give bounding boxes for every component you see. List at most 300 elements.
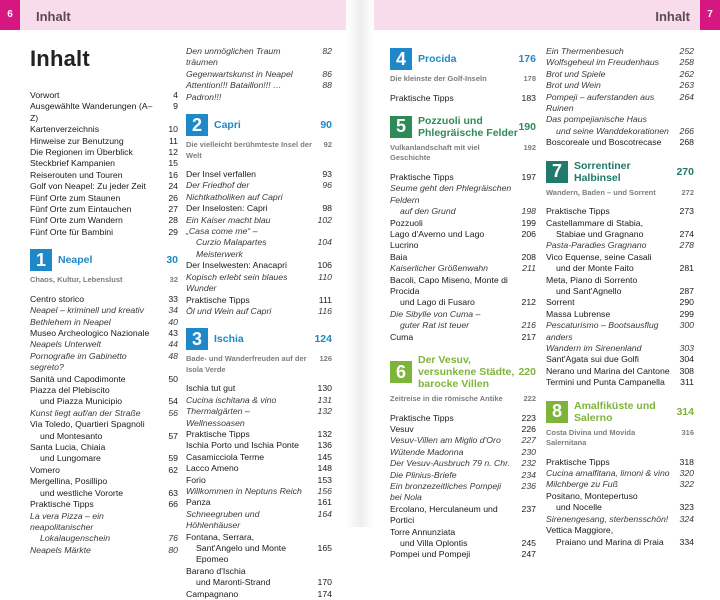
- toc-entry[interactable]: [546, 92, 694, 115]
- chapter-2: [186, 114, 332, 317]
- toc-entry[interactable]: [30, 431, 178, 442]
- toc-entry[interactable]: [186, 475, 332, 486]
- chapter-subtitle-text: Vulkanlandschaft mit viel Geschichte: [390, 142, 480, 163]
- toc-entry[interactable]: [30, 476, 178, 487]
- chapter-title: Sorrentiner Halbinsel: [574, 159, 631, 184]
- toc-entry[interactable]: [30, 351, 178, 374]
- toc-entry-title: Fünf Orte zum Wandern: [30, 215, 123, 226]
- toc-entry-page: 216: [521, 320, 536, 331]
- toc-entry-title: Barano d'Ischia: [186, 565, 246, 576]
- toc-entry[interactable]: [30, 442, 178, 453]
- toc-entry[interactable]: [186, 215, 332, 226]
- toc-entry[interactable]: [30, 317, 178, 328]
- toc-entry[interactable]: [186, 532, 332, 543]
- toc-entry-title: Fünf Orte für Bambini: [30, 226, 114, 237]
- toc-entry-page: 311: [680, 377, 694, 388]
- toc-entry-title: Mergellina, Posillipo: [30, 476, 108, 487]
- toc-entry-title: Curzio Malapartes Meisterwerk: [196, 237, 267, 259]
- toc-entry[interactable]: [30, 545, 178, 556]
- toc-entry[interactable]: [546, 377, 694, 388]
- toc-entry[interactable]: [186, 203, 332, 214]
- toc-entry-title: und Villa Oplontis: [400, 537, 468, 548]
- toc-entry-page: 308: [679, 365, 694, 376]
- toc-column-2: [186, 46, 332, 600]
- toc-entry[interactable]: [30, 101, 178, 124]
- toc-entry[interactable]: [546, 252, 694, 263]
- chapter-heading[interactable]: [186, 328, 332, 350]
- chapter-page: 190: [518, 120, 536, 133]
- toc-entry-title: Bethlehem in Neapel: [30, 316, 111, 327]
- chapter-page: 124: [314, 333, 332, 346]
- toc-entry-title: Termini und Punta Campanella: [546, 377, 665, 388]
- toc-entry-page: 62: [168, 464, 178, 475]
- toc-entry-title: Praktische Tipps: [546, 456, 610, 467]
- toc-entry[interactable]: [186, 589, 332, 600]
- toc-entry[interactable]: [30, 136, 178, 147]
- toc-entry-title: Sorrent: [546, 297, 575, 308]
- toc-entry[interactable]: [390, 549, 536, 560]
- toc-entry[interactable]: [186, 440, 332, 451]
- chapter-title: Amalfiküste und Salerno: [574, 399, 656, 424]
- toc-entry[interactable]: [546, 514, 694, 525]
- toc-entry[interactable]: [186, 543, 332, 566]
- toc-entry[interactable]: [30, 90, 178, 101]
- toc-entry[interactable]: [546, 137, 694, 148]
- toc-entry-title: Lago d'Averno und Lago Lucrino: [390, 228, 485, 251]
- toc-entry-page: 111: [318, 294, 332, 305]
- toc-entry-page: 15: [168, 158, 178, 169]
- chapter-heading[interactable]: [30, 249, 178, 271]
- chapter-heading[interactable]: [390, 115, 536, 139]
- toc-entry-title: Via Toledo, Quartieri Spagnoli: [30, 419, 145, 430]
- toc-entry[interactable]: [30, 328, 178, 339]
- toc-entry-page: 232: [521, 458, 536, 469]
- toc-entry[interactable]: [30, 419, 178, 430]
- toc-entry-page: 63: [168, 487, 178, 498]
- chapter-subtitle-page: 222: [523, 394, 536, 403]
- toc-entry[interactable]: [30, 511, 178, 534]
- toc-entry-title: und Montesanto: [40, 430, 103, 441]
- toc-entry-title: Boscoreale und Boscotrecase: [546, 137, 662, 148]
- toc-entry-title: La vera Pizza – ein neapolitanischer: [30, 510, 104, 532]
- toc-entry[interactable]: [390, 183, 536, 206]
- toc-entry[interactable]: [546, 275, 694, 286]
- chapter-8: [546, 400, 694, 548]
- toc-entry[interactable]: [546, 343, 694, 354]
- toc-entry[interactable]: [30, 294, 178, 305]
- chapter-subtitle-text: Wandern, Baden – und Sorrent: [546, 187, 656, 197]
- toc-entry[interactable]: [186, 486, 332, 497]
- chapter-page: 176: [518, 53, 536, 65]
- toc-entry-page: 12: [168, 147, 178, 158]
- chapter-number-badge: 1: [30, 249, 52, 271]
- chapter-title: Capri: [214, 119, 241, 132]
- toc-entry[interactable]: [186, 69, 332, 80]
- toc-entry[interactable]: [186, 180, 332, 203]
- toc-entry-title: Praktische Tipps: [186, 294, 250, 305]
- chapter-heading[interactable]: [186, 114, 332, 136]
- toc-entry-page: 258: [679, 57, 694, 68]
- toc-entry-title: und Sant'Agnello: [556, 286, 622, 296]
- toc-entry-title: Seume geht den Phlegräischen Feldern: [390, 183, 512, 205]
- toc-column-3: [390, 46, 536, 561]
- toc-entry-page: 26: [168, 192, 178, 203]
- toc-entry-page: 16: [168, 169, 178, 180]
- toc-entry-title: Kunst liegt auf/an der Straße: [30, 407, 141, 418]
- chapter-5: [390, 115, 536, 343]
- toc-entry-title: Praktische Tipps: [390, 171, 454, 182]
- toc-entry[interactable]: [186, 383, 332, 394]
- toc-entry-title: Neapels Unterwelt: [30, 339, 101, 350]
- toc-entry[interactable]: [186, 260, 332, 271]
- chapter-number-badge: 3: [186, 328, 208, 350]
- toc-entry-page: 262: [679, 68, 694, 79]
- toc-entry-title: Panza: [186, 497, 211, 508]
- toc-entry-title: Der Insel verfallen: [186, 169, 257, 180]
- toc-entry-page: 88: [322, 80, 332, 91]
- toc-entry-page: 11: [168, 135, 178, 146]
- toc-entry-title: Sirenengesang, sterbensschön!: [546, 513, 669, 524]
- toc-entry[interactable]: [186, 509, 332, 532]
- toc-entry[interactable]: [186, 497, 332, 508]
- toc-entry[interactable]: [30, 374, 178, 385]
- chapter-heading[interactable]: [390, 48, 536, 70]
- toc-entry[interactable]: [546, 468, 694, 479]
- toc-entry[interactable]: [546, 491, 694, 502]
- toc-entry-title: Der Inselwesten: Anacapri: [186, 260, 287, 271]
- chapter-title: Neapel: [58, 254, 93, 267]
- toc-entry-page: 212: [521, 297, 536, 308]
- toc-entry-title: Willkommen in Neptuns Reich: [186, 485, 302, 496]
- toc-entry[interactable]: [546, 354, 694, 365]
- chapter-subtitle-page: 192: [523, 142, 536, 152]
- toc-entry-page: 76: [168, 533, 178, 544]
- toc-entry-title: und westliche Vororte: [40, 487, 124, 498]
- toc-entry-page: 24: [168, 181, 178, 192]
- toc-entry-page: 98: [322, 203, 332, 214]
- chapter-subtitle-text: Chaos, Kultur, Lebenslust: [30, 275, 123, 285]
- chapter-title: Der Vesuv, versunkene Städte, barocke Villen: [418, 354, 515, 390]
- toc-entry-page: 274: [679, 228, 694, 239]
- chapter-3: [186, 328, 332, 600]
- toc-entry[interactable]: [546, 309, 694, 320]
- toc-entry[interactable]: [186, 452, 332, 463]
- toc-entry-page: 164: [317, 508, 332, 519]
- toc-entry-page: 300: [679, 320, 694, 331]
- toc-entry[interactable]: [186, 566, 332, 577]
- toc-entry[interactable]: [30, 158, 178, 169]
- toc-entry-page: 230: [521, 446, 536, 457]
- toc-entry[interactable]: [390, 470, 536, 481]
- toc-entry[interactable]: [546, 297, 694, 308]
- toc-entry-title: Praktische Tipps: [390, 412, 454, 423]
- toc-entry-title: Thermalgärten – Wellnessoasen: [186, 406, 250, 428]
- toc-entry[interactable]: [546, 218, 694, 229]
- toc-entry[interactable]: [30, 181, 178, 192]
- toc-entry[interactable]: [30, 499, 178, 510]
- toc-entry[interactable]: [546, 229, 694, 240]
- toc-entry[interactable]: [30, 147, 178, 158]
- toc-entry[interactable]: [546, 366, 694, 377]
- toc-entry[interactable]: [390, 320, 536, 331]
- toc-entry-title: Gegenwartskunst in Neapel: [186, 68, 293, 79]
- toc-entry-title: Baia: [390, 251, 408, 262]
- toc-entry-title: Hinweise zur Benutzung: [30, 135, 124, 146]
- toc-entry-page: 290: [679, 297, 694, 308]
- toc-entry-title: Der Friedhof der Nichtkatholiken auf Capri: [186, 180, 283, 202]
- chapter-1-continued: [186, 46, 332, 103]
- toc-entry[interactable]: [186, 306, 332, 317]
- toc-entry[interactable]: [546, 263, 694, 274]
- toc-entry-page: 44: [168, 339, 178, 350]
- toc-entry-page: 50: [168, 373, 178, 384]
- toc-entry[interactable]: [390, 263, 536, 274]
- toc-column-1: [30, 46, 178, 556]
- toc-entry[interactable]: [390, 413, 536, 424]
- toc-entry[interactable]: [390, 229, 536, 252]
- toc-entry-page: 9: [173, 101, 178, 112]
- toc-entry[interactable]: [186, 226, 332, 237]
- chapter-number-badge: 5: [390, 116, 412, 138]
- toc-entry-page: 116: [318, 305, 332, 316]
- toc-entry[interactable]: [30, 385, 178, 396]
- chapter-subtitle-page: 272: [681, 187, 694, 197]
- toc-entry-title: Meta, Piano di Sorrento: [546, 274, 638, 285]
- chapter-number-badge: 6: [390, 361, 412, 383]
- chapter-subtitle: [390, 74, 536, 85]
- chapter-subtitle-page: 178: [523, 74, 536, 83]
- toc-entry[interactable]: [30, 124, 178, 135]
- toc-entry[interactable]: [186, 577, 332, 588]
- toc-entry-title: Schneegruben und Höhlenhäuser: [186, 508, 260, 531]
- toc-entry[interactable]: [30, 170, 178, 181]
- toc-entry-title: Neapels Märkte: [30, 544, 91, 555]
- toc-entry-title: Attention!!! Bataillon!!! … Padron!!!: [186, 80, 282, 102]
- toc-entry[interactable]: [186, 463, 332, 474]
- chapter-title: Ischia: [214, 333, 244, 346]
- chapter-subtitle-page: 32: [169, 275, 178, 285]
- toc-entry[interactable]: [390, 252, 536, 263]
- toc-entry-page: 324: [679, 513, 694, 524]
- toc-entry[interactable]: [390, 332, 536, 343]
- toc-entry-title: Reiserouten und Touren: [30, 169, 123, 180]
- chapter-heading[interactable]: [546, 160, 694, 184]
- toc-entry-page: 170: [317, 577, 332, 588]
- chapter-subtitle: [390, 394, 536, 405]
- toc-entry-page: 318: [679, 456, 694, 467]
- toc-entry[interactable]: [546, 286, 694, 297]
- toc-entry[interactable]: [546, 80, 694, 91]
- toc-entry-title: Die Sibylle von Cuma –: [390, 308, 481, 319]
- toc-entry[interactable]: [30, 193, 178, 204]
- chapter-subtitle-page: 316: [681, 427, 694, 437]
- toc-entry-page: 287: [679, 286, 694, 296]
- toc-entry-page: 106: [317, 260, 332, 271]
- toc-entry[interactable]: [186, 80, 332, 103]
- toc-entry[interactable]: [30, 396, 178, 407]
- chapter-subtitle-text: Die kleinste der Golf-Inseln: [390, 74, 487, 83]
- toc-entry[interactable]: [546, 57, 694, 68]
- toc-entry[interactable]: [390, 458, 536, 469]
- toc-entry[interactable]: [30, 465, 178, 476]
- toc-entry-title: und Nocelle: [556, 502, 602, 513]
- toc-entry-title: Cucina amalfitana, limoni & vino: [546, 468, 670, 479]
- chapter-page: 90: [320, 119, 332, 132]
- toc-entry[interactable]: [30, 339, 178, 350]
- toc-entry-title: und Piazza Municipio: [40, 396, 123, 407]
- toc-entry[interactable]: [546, 206, 694, 217]
- toc-entry-page: 10: [168, 124, 178, 135]
- toc-entry-page: 4: [173, 90, 178, 100]
- toc-entry-title: Pompeji – auferstanden aus Ruinen: [546, 91, 655, 114]
- toc-entry[interactable]: [546, 502, 694, 513]
- toc-entry-page: 304: [679, 354, 694, 365]
- toc-entry-title: Der Vesuv-Ausbruch 79 n. Chr.: [390, 458, 511, 469]
- toc-entry-page: 281: [679, 263, 694, 274]
- toc-entry-title: Brot und Wein: [546, 80, 601, 91]
- toc-entry-page: 278: [679, 240, 694, 251]
- page-title: Inhalt: [30, 46, 90, 71]
- chapter-heading[interactable]: [546, 400, 694, 424]
- chapter-6: [390, 354, 536, 561]
- toc-entry-title: Forio: [186, 474, 206, 485]
- toc-entry[interactable]: [186, 237, 332, 260]
- toc-entry[interactable]: [186, 46, 332, 69]
- toc-entry[interactable]: [546, 537, 694, 548]
- toc-entry-page: 183: [521, 92, 536, 103]
- toc-entry-title: Torre Annunziata: [390, 526, 456, 537]
- toc-entry-page: 136: [317, 440, 332, 451]
- toc-entry[interactable]: [30, 488, 178, 499]
- toc-entry-title: Wolfsgeheul im Freudenhaus: [546, 57, 659, 68]
- toc-entry-page: 227: [521, 435, 536, 446]
- toc-entry-title: Ischia Porto und Ischia Ponte: [186, 440, 300, 451]
- toc-entry-page: 199: [521, 217, 536, 228]
- toc-entry-page: 96: [322, 180, 332, 191]
- toc-entry[interactable]: [546, 240, 694, 251]
- toc-entry[interactable]: [390, 93, 536, 104]
- toc-entry[interactable]: [30, 408, 178, 419]
- chapter-heading[interactable]: [390, 354, 536, 390]
- toc-entry-page: 237: [521, 503, 536, 514]
- toc-entry-page: 156: [317, 485, 332, 496]
- toc-entry-title: Ein bronzezeitliches Pompeji bei Nola: [390, 480, 502, 503]
- toc-entry[interactable]: [390, 309, 536, 320]
- toc-entry-page: 226: [521, 423, 536, 434]
- toc-entry-title: guter Rat ist teuer: [400, 320, 470, 331]
- toc-entry-title: Ausgewählte Wanderungen (A–Z): [30, 101, 153, 123]
- toc-entry[interactable]: [546, 320, 694, 343]
- toc-column-4: [546, 46, 694, 548]
- toc-entry[interactable]: [390, 527, 536, 538]
- toc-entry-page: 27: [168, 204, 178, 215]
- toc-entry[interactable]: [186, 395, 332, 406]
- toc-entry[interactable]: [30, 305, 178, 316]
- toc-entry[interactable]: [546, 46, 694, 57]
- toc-entry[interactable]: [186, 169, 332, 180]
- toc-entry-page: 29: [168, 226, 178, 237]
- chapter-subtitle: [30, 275, 178, 286]
- toc-entry-page: 131: [317, 394, 332, 405]
- toc-entry-title: auf den Grund: [400, 206, 456, 217]
- toc-entry-page: 57: [168, 430, 178, 441]
- toc-entry-page: 247: [521, 549, 536, 560]
- toc-entry-page: 320: [679, 468, 694, 479]
- toc-entry-title: Fünf Orte zum Eintauchen: [30, 204, 132, 215]
- toc-entry-title: Praktische Tipps: [546, 206, 610, 217]
- toc-entry-title: Kartenverzeichnis: [30, 124, 100, 135]
- toc-entry[interactable]: [546, 69, 694, 80]
- toc-entry-title: Cuma: [390, 331, 414, 342]
- toc-entry[interactable]: [390, 504, 536, 527]
- toc-entry-page: 110: [318, 271, 332, 282]
- toc-entry-title: und Maronti-Strand: [196, 577, 271, 588]
- toc-entry-title: Praktische Tipps: [390, 92, 454, 103]
- toc-entry-page: 48: [168, 350, 178, 361]
- toc-entry[interactable]: [390, 275, 536, 298]
- toc-entry-title: Fünf Orte zum Staunen: [30, 192, 121, 203]
- toc-entry-title: Praktische Tipps: [186, 428, 250, 439]
- toc-entry-page: 273: [679, 206, 694, 217]
- toc-entry[interactable]: [30, 453, 178, 464]
- toc-entry[interactable]: [30, 227, 178, 238]
- toc-entry[interactable]: [390, 172, 536, 183]
- toc-entry-title: und Lungomare: [40, 453, 101, 464]
- toc-entry[interactable]: [30, 533, 178, 544]
- chapter-subtitle-text: Die vielleicht berühmteste Insel der Welt: [186, 140, 312, 160]
- toc-entry-page: 86: [322, 68, 332, 79]
- toc-entry-page: 132: [317, 428, 332, 439]
- toc-entry[interactable]: [186, 272, 332, 295]
- toc-entry-page: 102: [317, 214, 332, 225]
- toc-entry[interactable]: [390, 206, 536, 217]
- toc-entry-title: Castellammare di Stabia,: [546, 217, 644, 228]
- chapter-subtitle: [390, 143, 536, 164]
- toc-entry-page: 145: [317, 451, 332, 462]
- toc-entry[interactable]: [30, 204, 178, 215]
- toc-entry[interactable]: [390, 218, 536, 229]
- toc-entry-title: Wütende Madonna: [390, 446, 464, 457]
- toc-entry-title: Museo Archeologico Nazionale: [30, 328, 150, 338]
- toc-entry[interactable]: [546, 457, 694, 468]
- toc-entry[interactable]: [390, 481, 536, 504]
- toc-entry[interactable]: [546, 126, 694, 137]
- toc-entry[interactable]: [30, 215, 178, 226]
- toc-entry-title: Pornografie im Gabinetto segreto?: [30, 350, 127, 373]
- toc-entry[interactable]: [186, 406, 332, 429]
- toc-entry-title: und seine Wanddekorationen: [556, 125, 669, 136]
- toc-entry-title: Vico Equense, seine Casali: [546, 251, 652, 262]
- toc-entry-title: Pompei und Pompeji: [390, 549, 471, 560]
- toc-entry-title: Sant'Agata sui due Golfi: [546, 354, 639, 365]
- toc-entry-title: Kaiserlicher Größenwahn: [390, 263, 489, 274]
- toc-entry[interactable]: [390, 447, 536, 458]
- toc-entry[interactable]: [390, 424, 536, 435]
- toc-entry-page: 80: [168, 544, 178, 555]
- toc-entry-title: Massa Lubrense: [546, 308, 611, 319]
- chapter-subtitle-text: Bade- und Wanderfreuden auf der Isola Verde: [186, 354, 307, 374]
- toc-entry[interactable]: [546, 114, 694, 125]
- toc-entry[interactable]: [186, 295, 332, 306]
- toc-entry[interactable]: [186, 429, 332, 440]
- toc-entry-title: Die Regionen im Überblick: [30, 147, 133, 158]
- toc-entry[interactable]: [390, 297, 536, 308]
- toc-entry[interactable]: [390, 435, 536, 446]
- toc-entry[interactable]: [546, 479, 694, 490]
- toc-entry[interactable]: [390, 538, 536, 549]
- toc-entry-title: Ischia tut gut: [186, 383, 236, 394]
- toc-entry-page: 104: [317, 237, 332, 248]
